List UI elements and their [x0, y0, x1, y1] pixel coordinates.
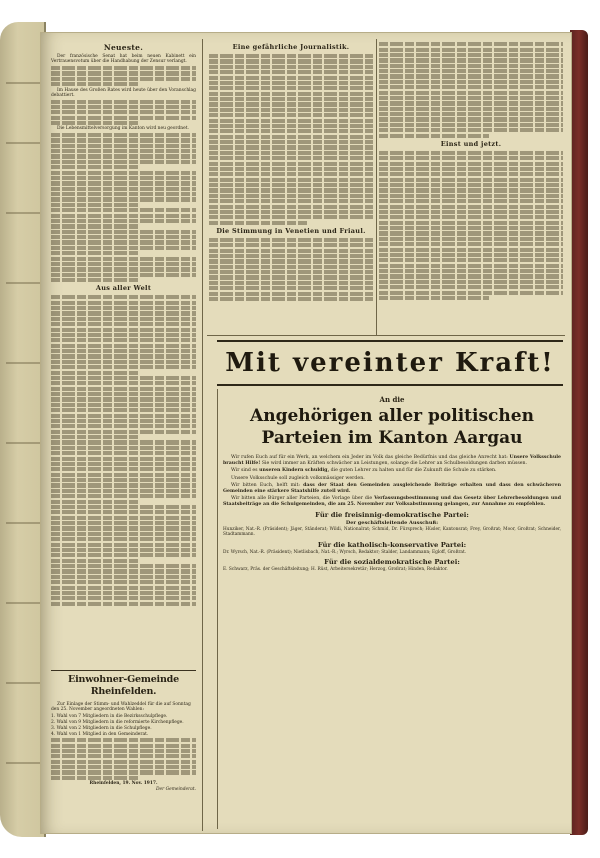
notice-closing: Rheinfelden, 19. Nov. 1917.: [89, 781, 158, 787]
banner: [217, 340, 563, 386]
column-middle: [209, 41, 373, 341]
appeal-article: [223, 393, 561, 829]
heading-aus-aller-welt: Aus aller Welt: [95, 284, 152, 293]
news-item: Der französische Senat hat beim neuen Kabinett ein Vertrauensvotum über die Handhabung der Zensur verlangt.: [51, 54, 196, 65]
appeal-an-die: An die: [379, 395, 405, 404]
party-name: Für die sozialdemokratische Partei:: [324, 557, 460, 566]
appeal-paragraph: Wir bitten Euch, helft mit: dass der Staat den Gemeinden ausgleichende Beiträge erhalten und dass den schwächeren Gemeinden eine stärkere Staatshilfe zuteil wird.: [223, 483, 561, 495]
heading-news: Neueste.: [103, 43, 144, 52]
appeal-paragraph: Wir bitten alle Bürger aller Parteien, die Vorlage über die Verfassungsbestimmung und das Gesetz über Lehrerbesoldungen und Staatsbeiträge an die Schulgemeinden, die am 25. November zur Volksabstimmung gelangen, zur Annahme zu empfehlen.: [223, 496, 561, 508]
party-name: Für die katholisch-konservative Partei:: [317, 540, 467, 549]
notice-item: 1. Wahl von 7 Mitgliedern in die Bezirksschulpflege.: [51, 713, 168, 719]
party-block: [223, 558, 561, 572]
headline-line-1: Angehörigen aller politischen: [250, 406, 534, 426]
notice-item: 3. Wahl von 2 Mitgliedern in die Schulpflege.: [51, 725, 152, 731]
newspaper-page: [40, 32, 572, 834]
heading-journalistik: Eine gefährliche Journalistik.: [232, 43, 350, 51]
notice-item: 2. Wahl von 9 Mitgliedern in die reformierte Kirchenpflege.: [51, 719, 184, 725]
appeal-paragraph: Wir rufen Euch auf für ein Werk, an welchem ein Jeder im Volk das gleiche Bedürfnis und das gleiche Anrecht hat: Unsere Volksschule braucht Hilfe! Sie wird immer an Kräften schwächer an Leistungen, solange die Lehrer an Schulbesoldungen darben müssen.: [223, 455, 561, 466]
headline-line-2: Parteien im Kanton Aargau: [261, 428, 523, 448]
banner-text: Mit vereinter Kraft!: [225, 348, 555, 378]
appeal-paragraph: Wir sind es unseren Kindern schuldig, die guten Lehrer zu halten und für die Zukunft die Schule zu stärken.: [231, 468, 497, 474]
appeal-headline: [223, 405, 561, 449]
heading-venetien: Die Stimmung in Venetien und Friaul.: [216, 226, 366, 235]
party-members: E. Schwarz, Präs. der Geschäftsleitung; H. Rüst, Arbeitersekretär; Herzog, Großrat; Hinden, Redaktor.: [223, 566, 448, 572]
party-block: [223, 541, 561, 555]
news-item: Die Lebensmittelversorgung im Kanton wird neu geordnet.: [57, 126, 189, 132]
notice-einwohner-gemeinde: [51, 670, 196, 826]
column-right: [379, 41, 563, 341]
notice-title: Einwohner-Gemeinde Rheinfelden.: [68, 674, 179, 697]
book-spine: [570, 30, 588, 835]
party-members: Dr. Wyrsch, Nat.-R. (Präsident); Nietlisbach, Nat.-R.; Wyrsch, Redaktor; Stalder, Landammann; Egloff, Großrat.: [223, 549, 467, 555]
news-item: Im Hause des Großen Rates wird heute über den Voranschlag debattiert.: [51, 87, 196, 98]
party-members: Hunziker, Nat.-R. (Präsident); Jäger, Ständerat; Wildi, Nationalrat; Schmid, Dr. Fürsprech; Hüsler, Kantonsrat; Frey, Großrat; Moor, Großrat; Schneider, Stadtammann.: [223, 526, 561, 538]
appeal-paragraph: Unsere Volksschule soll zugleich volksmässiger werden.: [231, 475, 365, 481]
notice-intro: Zur Einlage der Stimm- und Wahlzeddel für die auf Sonntag den 25. November angeordneten Wahlen:: [51, 702, 191, 713]
party-name: Für die freisinnig-demokratische Partei:: [315, 511, 469, 520]
heading-einst-und-jetzt: Einst und jetzt.: [440, 139, 502, 148]
notice-item: 4. Wahl von 1 Mitglied in den Gemeinderat.: [51, 731, 149, 737]
party-committee: Der geschäftsleitende Ausschuß:: [345, 520, 439, 527]
party-block: [223, 511, 561, 537]
notice-signature: Der Gemeinderat.: [156, 786, 196, 792]
